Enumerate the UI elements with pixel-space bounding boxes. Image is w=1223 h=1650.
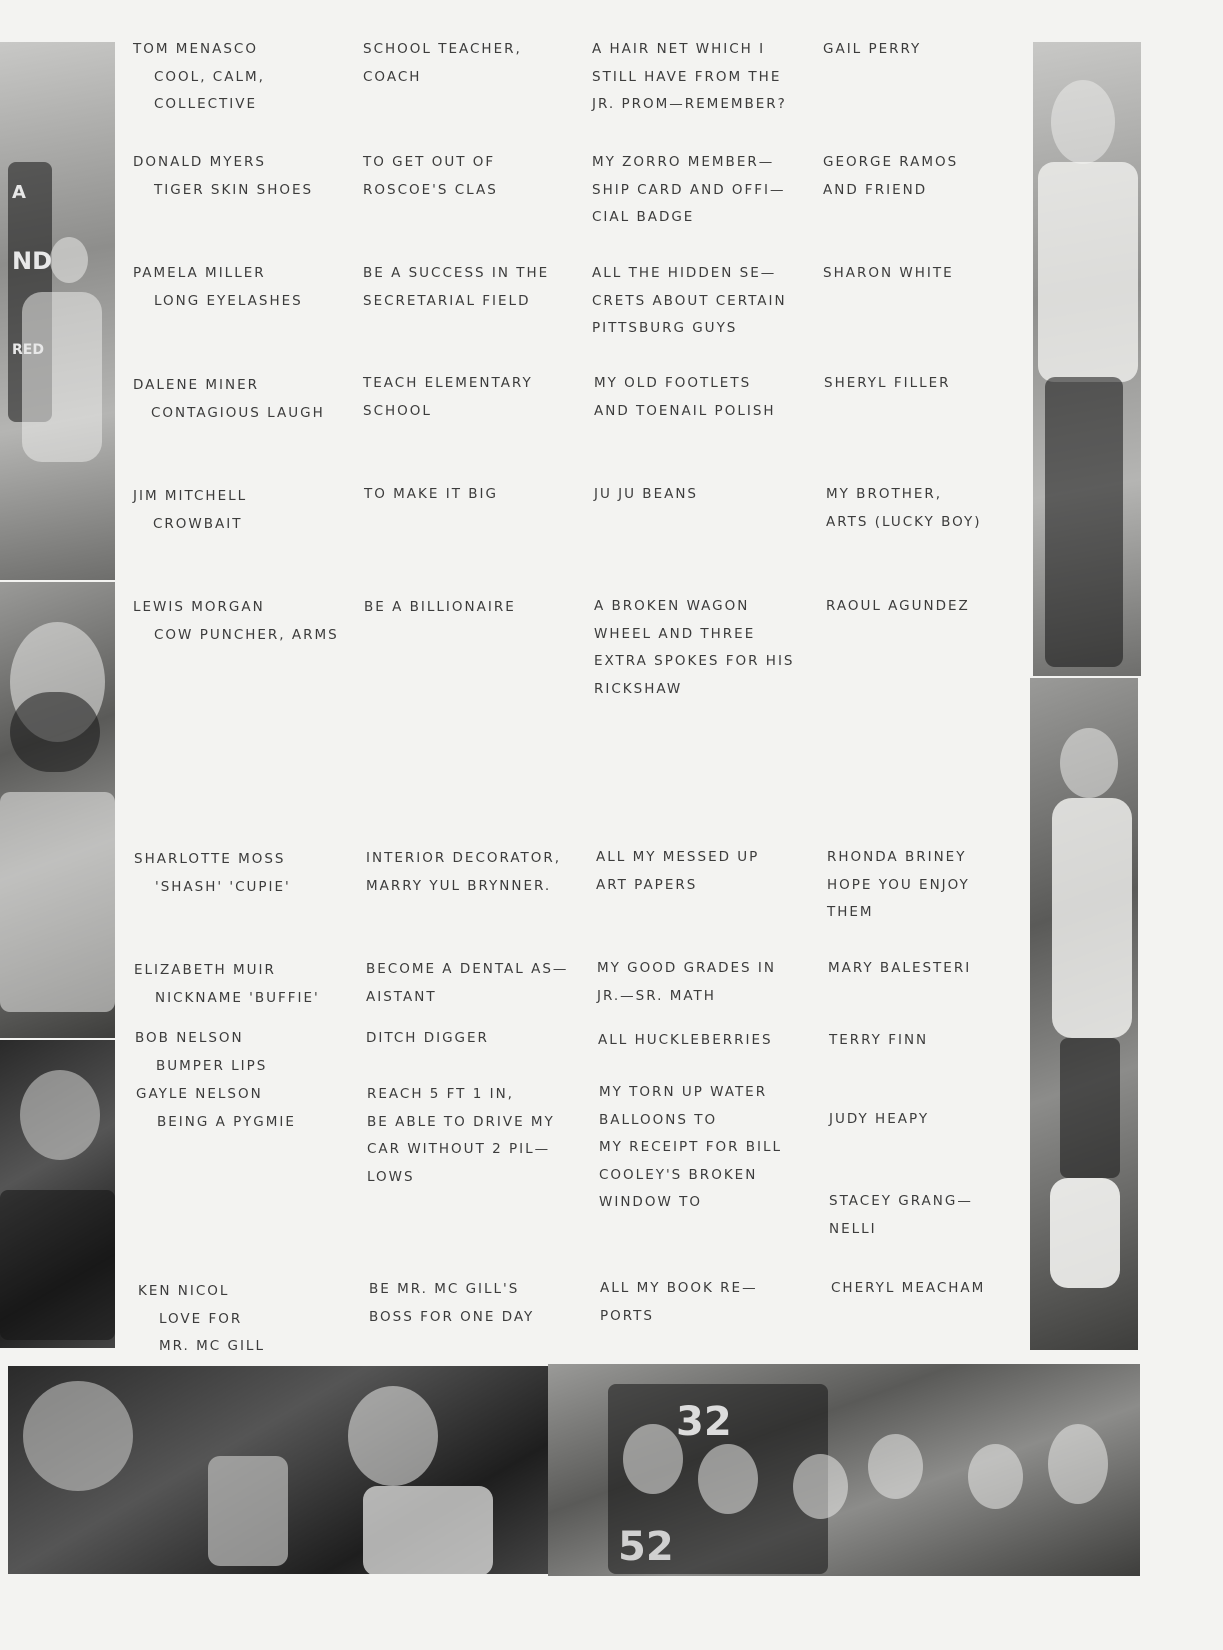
- entry-1-trait-1: TIGER SKIN SHOES: [154, 181, 314, 198]
- photo-right-cheerleader: [1030, 678, 1138, 1350]
- entry-8-trait-1: BUMPER LIPS: [156, 1057, 268, 1074]
- entry-2-name-cell: [133, 260, 303, 315]
- entry-9-name: GAYLE NELSON: [136, 1086, 263, 1102]
- entry-6-bequest: ALL MY MESSED UP ART PAPERS: [596, 849, 760, 893]
- entry-5-trait-1: COW PUNCHER, ARMS: [154, 626, 339, 643]
- entry-7-name: ELIZABETH MUIR: [134, 962, 276, 978]
- photo-bottom-football-group: [548, 1364, 1140, 1576]
- entry-1-ambition: TO GET OUT OF ROSCOE'S CLAS: [363, 154, 498, 198]
- entry-2-ambition: BE A SUCCESS IN THE SECRETARIAL FIELD: [363, 265, 550, 309]
- entry-5-ambition: BE A BILLIONAIRE: [364, 599, 516, 615]
- entry-9-recipient-2: STACEY GRANG— NELLI: [829, 1193, 973, 1237]
- entry-3-name: DALENE MINER: [133, 377, 260, 393]
- entry-0-name: TOM MENASCO: [133, 41, 258, 57]
- entry-1-recipient: GEORGE RAMOS AND FRIEND: [823, 154, 959, 198]
- entry-8-recipient: TERRY FINN: [829, 1032, 929, 1048]
- photo-left-student: [0, 1040, 115, 1348]
- entry-4-name-cell: [133, 483, 247, 538]
- entry-6-recipient: RHONDA BRINEY HOPE YOU ENJOY THEM: [827, 849, 970, 920]
- entry-0-ambition: SCHOOL TEACHER, COACH: [363, 41, 522, 85]
- entry-5-name-cell: [133, 594, 339, 649]
- entry-3-recipient: SHERYL FILLER: [824, 375, 951, 391]
- entry-10-trait-1: LOVE FOR: [159, 1310, 243, 1327]
- entry-9-trait-1: BEING A PYGMIE: [157, 1113, 296, 1130]
- entry-8-bequest: ALL HUCKLEBERRIES: [598, 1032, 773, 1048]
- entry-5-name: LEWIS MORGAN: [133, 599, 265, 615]
- entry-10-name-cell: [138, 1278, 265, 1361]
- entry-7-ambition: BECOME A DENTAL AS— AISTANT: [366, 961, 569, 1005]
- entry-4-bequest: JU JU BEANS: [594, 486, 699, 502]
- entry-6-name: SHARLOTTE MOSS: [134, 851, 286, 867]
- entry-9-ambition: REACH 5 FT 1 IN, BE ABLE TO DRIVE MY CAR WITHOUT 2 PIL— LOWS: [367, 1086, 555, 1185]
- entry-3-name-cell: [133, 372, 325, 427]
- entry-3-trait-1: CONTAGIOUS LAUGH: [151, 404, 325, 421]
- entry-5-recipient: RAOUL AGUNDEZ: [826, 598, 970, 614]
- entry-9-name-cell: [136, 1081, 296, 1136]
- entry-2-recipient: SHARON WHITE: [823, 265, 954, 281]
- jersey-number-32: 32: [676, 1399, 732, 1445]
- entry-10-ambition: BE MR. MC GILL'S BOSS FOR ONE DAY: [369, 1281, 535, 1325]
- photo-right-boy-standing: [1033, 42, 1141, 676]
- entry-9-bequest: MY TORN UP WATER BALLOONS TO MY RECEIPT FOR BILL COOLEY'S BROKEN WINDOW TO: [599, 1084, 783, 1210]
- entry-10-name: KEN NICOL: [138, 1283, 230, 1299]
- photo-bottom-kitchen: [8, 1366, 548, 1574]
- entry-2-trait-1: LONG EYELASHES: [154, 292, 303, 309]
- entry-2-bequest: ALL THE HIDDEN SE— CRETS ABOUT CERTAIN PITTSBURG GUYS: [592, 265, 787, 336]
- entry-8-name-cell: [135, 1025, 267, 1080]
- entry-0-trait-1: COOL, CALM,: [154, 68, 265, 85]
- entry-3-ambition: TEACH ELEMENTARY SCHOOL: [363, 375, 533, 419]
- entry-2-name: PAMELA MILLER: [133, 265, 266, 281]
- entry-6-trait-1: 'SHASH' 'CUPIE': [155, 878, 291, 895]
- entry-10-trait-2: MR. MC GILL: [159, 1338, 265, 1354]
- banner-text-nd: ND: [12, 247, 53, 275]
- entry-4-recipient: MY BROTHER, ARTS (LUCKY BOY): [826, 486, 982, 530]
- entry-8-name: BOB NELSON: [135, 1030, 244, 1046]
- entry-0-trait-2: COLLECTIVE: [154, 96, 258, 112]
- entry-4-ambition: TO MAKE IT BIG: [364, 486, 498, 502]
- entry-4-name: JIM MITCHELL: [133, 488, 248, 504]
- entry-1-name: DONALD MYERS: [133, 154, 266, 170]
- photo-left-cheerleader: [0, 42, 115, 580]
- banner-text-a: A: [12, 182, 26, 203]
- entry-7-recipient: MARY BALESTERI: [828, 960, 972, 976]
- entry-7-bequest: MY GOOD GRADES IN JR.—SR. MATH: [597, 960, 776, 1004]
- entry-0-bequest: A HAIR NET WHICH I STILL HAVE FROM THE JR. PROM—REMEMBER?: [592, 41, 787, 112]
- entry-4-trait-1: CROWBAIT: [153, 515, 243, 532]
- entry-0-recipient: GAIL PERRY: [823, 41, 922, 57]
- entry-6-ambition: INTERIOR DECORATOR, MARRY YUL BRYNNER.: [366, 850, 562, 894]
- entry-1-bequest: MY ZORRO MEMBER— SHIP CARD AND OFFI— CIAL BADGE: [592, 154, 786, 225]
- entry-9-recipient-1: JUDY HEAPY: [829, 1111, 930, 1127]
- entry-7-name-cell: [134, 957, 320, 1012]
- entry-10-bequest: ALL MY BOOK RE— PORTS: [600, 1280, 758, 1324]
- entry-5-bequest: A BROKEN WAGON WHEEL AND THREE EXTRA SPOKES FOR HIS RICKSHAW: [594, 598, 795, 697]
- entry-1-name-cell: [133, 149, 313, 204]
- entry-0-name-cell: [133, 36, 265, 119]
- entry-10-recipient: CHERYL MEACHAM: [831, 1280, 986, 1296]
- photo-left-profile: [0, 582, 115, 1038]
- entry-7-trait-1: NICKNAME 'BUFFIE': [155, 989, 320, 1006]
- entry-3-bequest: MY OLD FOOTLETS AND TOENAIL POLISH: [594, 375, 776, 419]
- entry-8-ambition: DITCH DIGGER: [366, 1030, 489, 1046]
- banner-text-red: RED: [12, 342, 44, 358]
- entry-6-name-cell: [134, 846, 291, 901]
- jersey-number-52: 52: [618, 1524, 674, 1570]
